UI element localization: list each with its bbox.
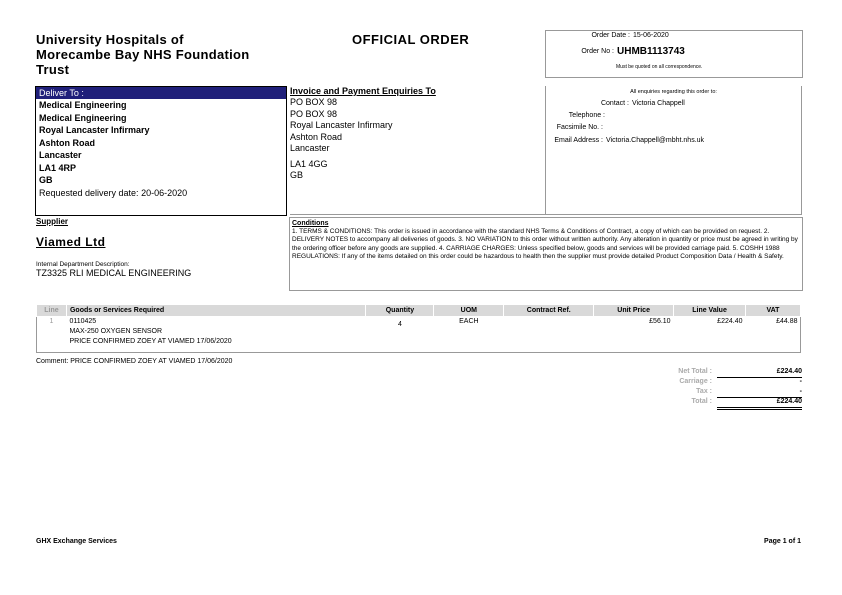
items-table (36, 304, 801, 346)
contact-label: Contact : (600, 100, 629, 107)
deliver-line: Ashton Road (39, 137, 95, 148)
contact-value: Victoria Chappell (632, 100, 685, 107)
total-value: £224.40 (717, 398, 802, 410)
invoice-line: Royal Lancaster Infirmary (290, 120, 393, 130)
order-comment: Comment: PRICE CONFIRMED ZOEY AT VIAMED 17/06/2020 (36, 358, 233, 365)
document-title: OFFICIAL ORDER (352, 32, 470, 47)
organisation-name (36, 32, 306, 77)
net-total-value: £224.40 (717, 368, 802, 378)
item-description: MAX-250 OXYGEN SENSOR (69, 328, 163, 335)
items-header-row (37, 305, 801, 317)
conditions-text: 1. TERMS & CONDITIONS: This order is issued in accordance with the standard NHS Terms & Conditions of Contract, a copy of which can be provided on request. 2. DELIVERY NOTES to accompany all deliveries of goods. 3. NO VARIATION to this order without written authority. Any alteration in quantity or price must be agreed in writing by the ordering officer before any goods are supplied. 4. CARRIAGE CHARGES: Unless specified below, goods and services will be provided carriage paid. 5. COSHH 1988 REGULATIONS: If any of the items detailed on this order could be hazardous to health then the supplier must provide detailed Product Composition Data / Health & Safety. (292, 228, 798, 260)
col-header-quantity: Quantity (366, 305, 434, 317)
invoice-line: PO BOX 98 (290, 97, 338, 107)
col-header-unit-price: Unit Price (594, 305, 674, 317)
department-value: TZ3325 RLI MEDICAL ENGINEERING (36, 268, 192, 278)
fax-label: Facsimile No. : (556, 124, 603, 131)
tax-value: - (717, 388, 802, 398)
order-no-label: Order No : (581, 48, 614, 55)
deliver-line: LA1 4RP (39, 162, 77, 173)
col-header-goods: Goods or Services Required (66, 305, 366, 317)
deliver-to-heading: Deliver To : (36, 87, 286, 99)
invoice-line: Lancaster (290, 143, 330, 153)
order-date-value: 15-06-2020 (633, 32, 669, 39)
cell-uom: EACH (459, 318, 479, 325)
deliver-line: Royal Lancaster Infirmary (39, 125, 150, 135)
deliver-line: GB (39, 175, 53, 185)
conditions-title: Conditions (292, 220, 329, 227)
carriage-value: - (799, 378, 802, 385)
total-row (640, 398, 802, 408)
deliver-line: Medical Engineering (39, 100, 127, 110)
org-line-2: Morecambe Bay NHS Foundation (36, 47, 250, 62)
deliver-to-address (36, 99, 286, 199)
enquiries-box (546, 86, 802, 215)
page-number: Page 1 of 1 (764, 538, 801, 545)
cell-goods (66, 317, 366, 347)
col-header-line-value: Line Value (674, 305, 746, 317)
telephone-label: Telephone : (568, 112, 605, 119)
order-no-note: Must be quoted on all correspondence. (616, 64, 703, 70)
deliver-to-box (35, 86, 287, 216)
cell-contract-ref (504, 317, 594, 347)
net-total-row (640, 368, 802, 378)
deliver-line: Medical Engineering (39, 112, 127, 123)
invoice-line: LA1 4GG (290, 158, 328, 169)
cell-vat: £44.88 (776, 318, 798, 325)
deliver-line: Lancaster (39, 150, 82, 160)
col-header-vat: VAT (745, 305, 800, 317)
invoice-box (290, 86, 546, 215)
totals-block (640, 368, 802, 408)
col-header-line: Line (37, 305, 67, 317)
footer-service-name: GHX Exchange Services (36, 538, 117, 545)
invoice-line: PO BOX 98 (290, 108, 338, 119)
tax-label: Tax : (696, 388, 712, 395)
item-code: 0110425 (69, 318, 97, 325)
cell-quantity: 4 (397, 321, 402, 328)
table-row (37, 317, 801, 347)
department-label: Internal Department Description: (36, 261, 130, 268)
invoice-heading: Invoice and Payment Enquiries To (290, 86, 436, 96)
invoice-address (290, 97, 545, 182)
supplier-name: Viamed Ltd (36, 235, 106, 249)
requested-delivery-date: Requested delivery date: 20-06-2020 (39, 187, 188, 198)
col-header-contract-ref: Contract Ref. (504, 305, 594, 317)
carriage-label: Carriage : (679, 378, 712, 385)
item-note: PRICE CONFIRMED ZOEY AT VIAMED 17/06/2020 (69, 338, 232, 345)
col-header-uom: UOM (434, 305, 504, 317)
cell-unit-price: £56.10 (649, 318, 671, 325)
email-label: Email Address : (554, 137, 603, 144)
total-label: Total : (691, 398, 712, 405)
order-info-box (545, 30, 803, 78)
supplier-label: Supplier (36, 217, 69, 226)
invoice-line: GB (290, 170, 304, 180)
cell-line-value: £224.40 (717, 318, 743, 325)
org-line-1: University Hospitals of (36, 32, 184, 47)
email-value: Victoria.Chappell@mbht.nhs.uk (606, 137, 705, 144)
order-no-value: UHMB1113743 (617, 46, 685, 57)
cell-line: 1 (49, 318, 54, 325)
net-total-label: Net Total : (678, 368, 712, 375)
enquiries-title: All enquiries regarding this order to: (630, 89, 717, 95)
org-line-3: Trust (36, 62, 70, 77)
conditions-box (289, 217, 803, 291)
invoice-line: Ashton Road (290, 131, 343, 142)
tax-row (640, 388, 802, 398)
order-date-label: Order Date : (591, 32, 630, 39)
carriage-row (640, 378, 802, 388)
